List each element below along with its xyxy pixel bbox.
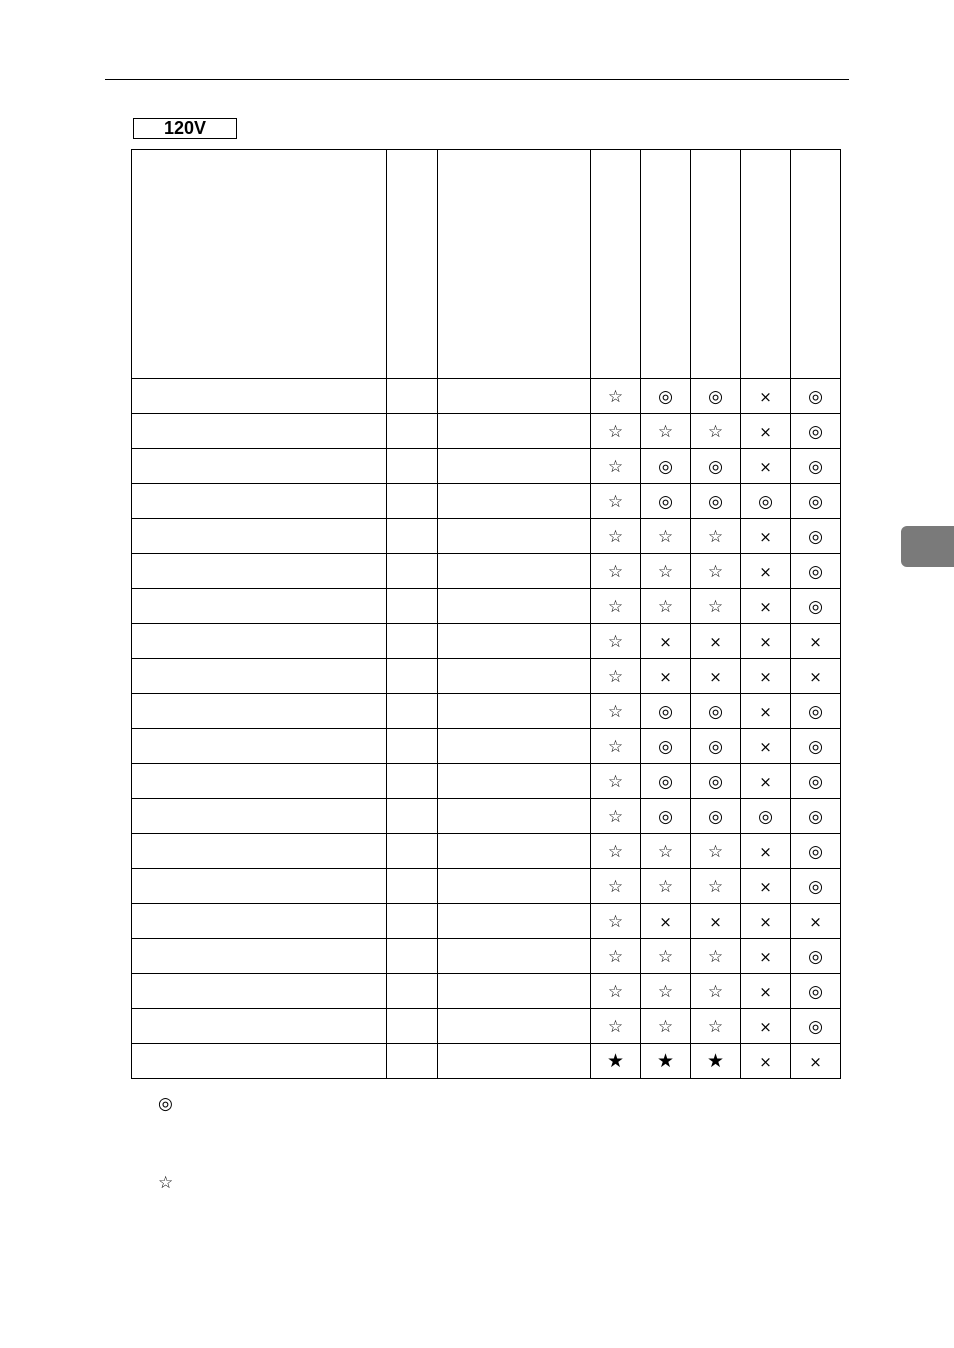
compatibility-table bbox=[131, 149, 841, 1079]
cross-icon: × bbox=[809, 667, 822, 686]
white-star-icon: ☆ bbox=[607, 736, 624, 757]
symbol-cell bbox=[591, 624, 641, 659]
symbol-cell bbox=[741, 624, 791, 659]
name-cell bbox=[132, 519, 387, 554]
table-header-row bbox=[132, 150, 841, 379]
symbol-cell bbox=[591, 554, 641, 589]
symbol-cell bbox=[591, 589, 641, 624]
symbol-cell bbox=[641, 764, 691, 799]
name-cell bbox=[132, 729, 387, 764]
symbol-cell bbox=[791, 659, 841, 694]
top-rule bbox=[105, 79, 849, 80]
symbol-cell bbox=[691, 414, 741, 449]
symbol-cell bbox=[741, 519, 791, 554]
white-star-icon: ☆ bbox=[607, 666, 624, 687]
b-cell bbox=[438, 659, 591, 694]
symbol-cell bbox=[591, 904, 641, 939]
voltage-label: 120V bbox=[133, 118, 237, 139]
white-star-icon: ☆ bbox=[657, 561, 674, 582]
symbol-cell bbox=[741, 554, 791, 589]
cross-icon: × bbox=[759, 947, 772, 966]
white-star-icon: ☆ bbox=[607, 1016, 624, 1037]
symbol-cell bbox=[741, 799, 791, 834]
name-cell bbox=[132, 1044, 387, 1079]
white-star-icon: ☆ bbox=[607, 806, 624, 827]
white-star-icon: ☆ bbox=[707, 596, 724, 617]
b-cell bbox=[438, 449, 591, 484]
name-cell bbox=[132, 1009, 387, 1044]
cross-icon: × bbox=[759, 632, 772, 651]
symbol-cell bbox=[591, 939, 641, 974]
legend-double-circle-icon: ◎ bbox=[158, 1094, 173, 1114]
name-cell bbox=[132, 379, 387, 414]
cross-icon: × bbox=[659, 667, 672, 686]
white-star-icon: ☆ bbox=[707, 946, 724, 967]
name-cell bbox=[132, 799, 387, 834]
white-star-icon: ☆ bbox=[607, 386, 624, 407]
white-star-icon: ☆ bbox=[607, 701, 624, 722]
cross-icon: × bbox=[759, 597, 772, 616]
double-circle-icon: ◎ bbox=[758, 806, 773, 827]
double-circle-icon: ◎ bbox=[808, 421, 823, 442]
symbol-cell bbox=[691, 519, 741, 554]
b-cell bbox=[438, 869, 591, 904]
double-circle-icon: ◎ bbox=[808, 981, 823, 1002]
header-cell-b bbox=[438, 150, 591, 379]
b-cell bbox=[438, 799, 591, 834]
b-cell bbox=[438, 729, 591, 764]
a-cell bbox=[387, 799, 438, 834]
double-circle-icon: ◎ bbox=[808, 526, 823, 547]
white-star-icon: ☆ bbox=[657, 876, 674, 897]
double-circle-icon: ◎ bbox=[808, 1016, 823, 1037]
table-row bbox=[132, 484, 841, 519]
double-circle-icon: ◎ bbox=[808, 771, 823, 792]
symbol-cell bbox=[791, 554, 841, 589]
cross-icon: × bbox=[759, 912, 772, 931]
white-star-icon: ☆ bbox=[607, 526, 624, 547]
table-row bbox=[132, 589, 841, 624]
symbol-cell bbox=[641, 624, 691, 659]
table-row bbox=[132, 764, 841, 799]
header-cell-name bbox=[132, 150, 387, 379]
symbol-cell bbox=[791, 589, 841, 624]
symbol-cell bbox=[691, 379, 741, 414]
symbol-cell bbox=[641, 379, 691, 414]
white-star-icon: ☆ bbox=[657, 1016, 674, 1037]
header-cell-m3 bbox=[691, 150, 741, 379]
symbol-cell bbox=[791, 729, 841, 764]
table-row bbox=[132, 519, 841, 554]
cross-icon: × bbox=[759, 842, 772, 861]
cross-icon: × bbox=[809, 912, 822, 931]
a-cell bbox=[387, 1044, 438, 1079]
cross-icon: × bbox=[809, 632, 822, 651]
symbol-cell bbox=[691, 1009, 741, 1044]
symbol-cell bbox=[741, 659, 791, 694]
a-cell bbox=[387, 974, 438, 1009]
symbol-cell bbox=[641, 834, 691, 869]
symbol-cell bbox=[741, 834, 791, 869]
cross-icon: × bbox=[759, 982, 772, 1001]
table-row bbox=[132, 729, 841, 764]
symbol-cell bbox=[791, 484, 841, 519]
symbol-cell bbox=[591, 1009, 641, 1044]
name-cell bbox=[132, 624, 387, 659]
table-row bbox=[132, 904, 841, 939]
double-circle-icon: ◎ bbox=[808, 561, 823, 582]
b-cell bbox=[438, 694, 591, 729]
cross-icon: × bbox=[759, 422, 772, 441]
cross-icon: × bbox=[759, 667, 772, 686]
white-star-icon: ☆ bbox=[707, 981, 724, 1002]
double-circle-icon: ◎ bbox=[708, 736, 723, 757]
name-cell bbox=[132, 554, 387, 589]
symbol-cell bbox=[641, 799, 691, 834]
b-cell bbox=[438, 834, 591, 869]
symbol-cell bbox=[741, 939, 791, 974]
table-row bbox=[132, 379, 841, 414]
double-circle-icon: ◎ bbox=[758, 491, 773, 512]
a-cell bbox=[387, 869, 438, 904]
name-cell bbox=[132, 414, 387, 449]
symbol-cell bbox=[741, 379, 791, 414]
double-circle-icon: ◎ bbox=[708, 701, 723, 722]
name-cell bbox=[132, 449, 387, 484]
symbol-cell bbox=[791, 1009, 841, 1044]
white-star-icon: ☆ bbox=[657, 946, 674, 967]
white-star-icon: ☆ bbox=[657, 841, 674, 862]
black-star-icon: ★ bbox=[656, 1049, 675, 1072]
symbol-cell bbox=[591, 694, 641, 729]
cross-icon: × bbox=[759, 387, 772, 406]
symbol-cell bbox=[591, 449, 641, 484]
b-cell bbox=[438, 974, 591, 1009]
symbol-cell bbox=[641, 449, 691, 484]
white-star-icon: ☆ bbox=[607, 841, 624, 862]
symbol-cell bbox=[641, 974, 691, 1009]
symbol-cell bbox=[791, 1044, 841, 1079]
symbol-cell bbox=[691, 694, 741, 729]
double-circle-icon: ◎ bbox=[808, 386, 823, 407]
symbol-cell bbox=[791, 974, 841, 1009]
symbol-cell bbox=[591, 729, 641, 764]
b-cell bbox=[438, 379, 591, 414]
symbol-cell bbox=[691, 799, 741, 834]
double-circle-icon: ◎ bbox=[658, 701, 673, 722]
symbol-cell bbox=[641, 729, 691, 764]
a-cell bbox=[387, 449, 438, 484]
a-cell bbox=[387, 624, 438, 659]
a-cell bbox=[387, 764, 438, 799]
table-body bbox=[132, 379, 841, 1079]
table-row bbox=[132, 414, 841, 449]
a-cell bbox=[387, 484, 438, 519]
symbol-cell bbox=[791, 624, 841, 659]
double-circle-icon: ◎ bbox=[658, 736, 673, 757]
double-circle-icon: ◎ bbox=[808, 491, 823, 512]
table-row bbox=[132, 1044, 841, 1079]
symbol-cell bbox=[691, 554, 741, 589]
double-circle-icon: ◎ bbox=[808, 806, 823, 827]
cross-icon: × bbox=[759, 562, 772, 581]
cross-icon: × bbox=[709, 667, 722, 686]
table-row bbox=[132, 1009, 841, 1044]
symbol-cell bbox=[641, 659, 691, 694]
a-cell bbox=[387, 554, 438, 589]
name-cell bbox=[132, 869, 387, 904]
name-cell bbox=[132, 974, 387, 1009]
symbol-cell bbox=[591, 799, 641, 834]
a-cell bbox=[387, 379, 438, 414]
white-star-icon: ☆ bbox=[707, 841, 724, 862]
table-row bbox=[132, 799, 841, 834]
symbol-cell bbox=[691, 659, 741, 694]
cross-icon: × bbox=[759, 702, 772, 721]
white-star-icon: ☆ bbox=[707, 561, 724, 582]
white-star-icon: ☆ bbox=[707, 1016, 724, 1037]
symbol-cell bbox=[741, 869, 791, 904]
a-cell bbox=[387, 939, 438, 974]
symbol-cell bbox=[591, 834, 641, 869]
symbol-cell bbox=[591, 484, 641, 519]
cross-icon: × bbox=[709, 912, 722, 931]
name-cell bbox=[132, 904, 387, 939]
table-row bbox=[132, 554, 841, 589]
symbol-cell bbox=[791, 869, 841, 904]
white-star-icon: ☆ bbox=[707, 526, 724, 547]
double-circle-icon: ◎ bbox=[808, 596, 823, 617]
name-cell bbox=[132, 939, 387, 974]
b-cell bbox=[438, 519, 591, 554]
symbol-cell bbox=[791, 519, 841, 554]
symbol-cell bbox=[641, 1044, 691, 1079]
symbol-cell bbox=[691, 939, 741, 974]
name-cell bbox=[132, 694, 387, 729]
symbol-cell bbox=[791, 694, 841, 729]
name-cell bbox=[132, 484, 387, 519]
b-cell bbox=[438, 554, 591, 589]
white-star-icon: ☆ bbox=[607, 491, 624, 512]
header-cell-m4 bbox=[741, 150, 791, 379]
white-star-icon: ☆ bbox=[707, 421, 724, 442]
cross-icon: × bbox=[659, 912, 672, 931]
double-circle-icon: ◎ bbox=[808, 736, 823, 757]
table-row bbox=[132, 939, 841, 974]
symbol-cell bbox=[691, 974, 741, 1009]
b-cell bbox=[438, 1044, 591, 1079]
double-circle-icon: ◎ bbox=[658, 386, 673, 407]
name-cell bbox=[132, 589, 387, 624]
symbol-cell bbox=[691, 834, 741, 869]
section-tab bbox=[901, 526, 954, 567]
double-circle-icon: ◎ bbox=[808, 456, 823, 477]
white-star-icon: ☆ bbox=[607, 596, 624, 617]
symbol-cell bbox=[641, 554, 691, 589]
cross-icon: × bbox=[709, 632, 722, 651]
table-row bbox=[132, 624, 841, 659]
symbol-cell bbox=[641, 939, 691, 974]
double-circle-icon: ◎ bbox=[708, 456, 723, 477]
table-row bbox=[132, 449, 841, 484]
cross-icon: × bbox=[659, 632, 672, 651]
a-cell bbox=[387, 659, 438, 694]
symbol-cell bbox=[591, 659, 641, 694]
a-cell bbox=[387, 694, 438, 729]
symbol-cell bbox=[641, 484, 691, 519]
symbol-cell bbox=[691, 869, 741, 904]
cross-icon: × bbox=[759, 772, 772, 791]
symbol-cell bbox=[741, 414, 791, 449]
header-cell-m5 bbox=[791, 150, 841, 379]
a-cell bbox=[387, 834, 438, 869]
cross-icon: × bbox=[759, 527, 772, 546]
symbol-cell bbox=[591, 519, 641, 554]
white-star-icon: ☆ bbox=[607, 876, 624, 897]
symbol-cell bbox=[641, 694, 691, 729]
table-row bbox=[132, 834, 841, 869]
cross-icon: × bbox=[759, 1017, 772, 1036]
symbol-cell bbox=[791, 764, 841, 799]
b-cell bbox=[438, 589, 591, 624]
cross-icon: × bbox=[809, 1052, 822, 1071]
white-star-icon: ☆ bbox=[607, 631, 624, 652]
table-row bbox=[132, 869, 841, 904]
white-star-icon: ☆ bbox=[607, 456, 624, 477]
double-circle-icon: ◎ bbox=[708, 806, 723, 827]
header-cell-m2 bbox=[641, 150, 691, 379]
double-circle-icon: ◎ bbox=[708, 771, 723, 792]
symbol-cell bbox=[741, 764, 791, 799]
white-star-icon: ☆ bbox=[657, 526, 674, 547]
symbol-cell bbox=[641, 414, 691, 449]
symbol-cell bbox=[741, 1009, 791, 1044]
symbol-cell bbox=[741, 974, 791, 1009]
white-star-icon: ☆ bbox=[607, 561, 624, 582]
symbol-cell bbox=[591, 379, 641, 414]
symbol-cell bbox=[641, 869, 691, 904]
a-cell bbox=[387, 519, 438, 554]
legend-white-star-icon: ☆ bbox=[158, 1173, 174, 1193]
symbol-cell bbox=[741, 484, 791, 519]
symbol-cell bbox=[591, 764, 641, 799]
double-circle-icon: ◎ bbox=[658, 771, 673, 792]
symbol-cell bbox=[691, 449, 741, 484]
symbol-cell bbox=[791, 449, 841, 484]
symbol-cell bbox=[791, 834, 841, 869]
white-star-icon: ☆ bbox=[657, 421, 674, 442]
b-cell bbox=[438, 624, 591, 659]
symbol-cell bbox=[791, 939, 841, 974]
black-star-icon: ★ bbox=[606, 1049, 625, 1072]
symbol-cell bbox=[691, 484, 741, 519]
symbol-cell bbox=[691, 624, 741, 659]
symbol-cell bbox=[741, 904, 791, 939]
symbol-cell bbox=[641, 519, 691, 554]
white-star-icon: ☆ bbox=[607, 911, 624, 932]
table-row bbox=[132, 659, 841, 694]
white-star-icon: ☆ bbox=[607, 946, 624, 967]
symbol-cell bbox=[791, 799, 841, 834]
table-row bbox=[132, 694, 841, 729]
symbol-cell bbox=[641, 589, 691, 624]
b-cell bbox=[438, 484, 591, 519]
header-cell-m1 bbox=[591, 150, 641, 379]
black-star-icon: ★ bbox=[706, 1049, 725, 1072]
a-cell bbox=[387, 414, 438, 449]
a-cell bbox=[387, 729, 438, 764]
name-cell bbox=[132, 659, 387, 694]
symbol-cell bbox=[741, 694, 791, 729]
symbol-cell bbox=[741, 1044, 791, 1079]
symbol-cell bbox=[591, 974, 641, 1009]
double-circle-icon: ◎ bbox=[658, 806, 673, 827]
b-cell bbox=[438, 1009, 591, 1044]
a-cell bbox=[387, 904, 438, 939]
white-star-icon: ☆ bbox=[707, 876, 724, 897]
double-circle-icon: ◎ bbox=[808, 841, 823, 862]
symbol-cell bbox=[691, 729, 741, 764]
symbol-cell bbox=[591, 869, 641, 904]
white-star-icon: ☆ bbox=[607, 981, 624, 1002]
white-star-icon: ☆ bbox=[657, 596, 674, 617]
b-cell bbox=[438, 414, 591, 449]
cross-icon: × bbox=[759, 1052, 772, 1071]
a-cell bbox=[387, 589, 438, 624]
symbol-cell bbox=[791, 904, 841, 939]
double-circle-icon: ◎ bbox=[658, 491, 673, 512]
cross-icon: × bbox=[759, 737, 772, 756]
name-cell bbox=[132, 834, 387, 869]
symbol-cell bbox=[691, 1044, 741, 1079]
white-star-icon: ☆ bbox=[657, 981, 674, 1002]
table-row bbox=[132, 974, 841, 1009]
symbol-cell bbox=[741, 729, 791, 764]
double-circle-icon: ◎ bbox=[658, 456, 673, 477]
symbol-cell bbox=[691, 764, 741, 799]
b-cell bbox=[438, 764, 591, 799]
double-circle-icon: ◎ bbox=[708, 491, 723, 512]
double-circle-icon: ◎ bbox=[808, 876, 823, 897]
double-circle-icon: ◎ bbox=[808, 946, 823, 967]
symbol-cell bbox=[791, 379, 841, 414]
double-circle-icon: ◎ bbox=[708, 386, 723, 407]
cross-icon: × bbox=[759, 877, 772, 896]
white-star-icon: ☆ bbox=[607, 771, 624, 792]
symbol-cell bbox=[591, 414, 641, 449]
header-cell-a bbox=[387, 150, 438, 379]
double-circle-icon: ◎ bbox=[808, 701, 823, 722]
symbol-cell bbox=[741, 449, 791, 484]
symbol-cell bbox=[791, 414, 841, 449]
symbol-cell bbox=[741, 589, 791, 624]
symbol-cell bbox=[641, 904, 691, 939]
symbol-cell bbox=[641, 1009, 691, 1044]
b-cell bbox=[438, 939, 591, 974]
a-cell bbox=[387, 1009, 438, 1044]
b-cell bbox=[438, 904, 591, 939]
name-cell bbox=[132, 764, 387, 799]
symbol-cell bbox=[691, 589, 741, 624]
white-star-icon: ☆ bbox=[607, 421, 624, 442]
cross-icon: × bbox=[759, 457, 772, 476]
symbol-cell bbox=[691, 904, 741, 939]
symbol-cell bbox=[591, 1044, 641, 1079]
